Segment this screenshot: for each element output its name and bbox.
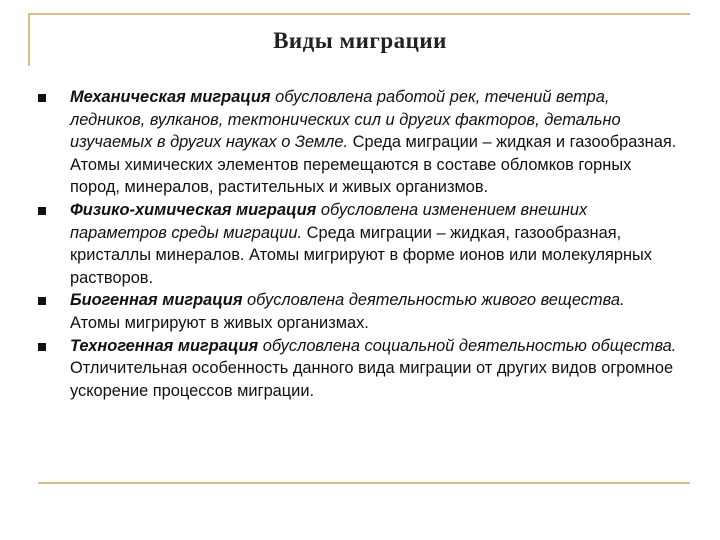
bullet-details: Среда миграции – жидкая и газообразная. Атомы химических элементов перемещаются в составе обломков горных пород, минералов, растительных и живых организмов. [70,133,677,197]
bullet-details: Атомы мигрируют в живых организмах. [70,313,369,332]
bullet-description: обусловлена социальной деятельностью общества. [258,336,677,355]
bullet-term: Физико-химическая миграция [70,200,317,219]
bullet-description: обусловлена деятельностью живого вещества. [242,291,625,310]
frame-top-border [28,13,690,15]
bullet-term: Техногенная миграция [70,336,259,355]
bullet-item-technogenic [38,335,678,403]
bullet-list [38,86,678,402]
bullet-description: обусловлена изменением внешних параметров среды миграции. [70,200,588,242]
bullet-term: Биогенная миграция [70,291,243,310]
bullet-details: Отличительная особенность данного вида миграции от других видов огромное ускорение процессов миграции. [70,359,674,400]
bullet-item-biogenic [38,289,678,334]
bullet-term: Механическая миграция [70,88,271,106]
bullet-item-physicochemical [38,199,678,289]
square-bullet-icon [38,94,46,102]
bullet-details: Среда миграции – жидкая, газообразная, кристаллы минералов. Атомы мигрируют в форме ионов или молекулярных растворов. [70,223,652,287]
square-bullet-icon [38,207,46,215]
bullet-description: обусловлена работой рек, течений ветра, ледников, вулканов, тектонических сил и других факторов, детально изучаемых в других науках о Земле. [70,88,621,152]
slide-title: Виды миграции [273,28,447,53]
frame-bottom-border [38,482,690,484]
square-bullet-icon [38,297,46,305]
square-bullet-icon [38,343,46,351]
bullet-item-mechanical [38,86,678,199]
